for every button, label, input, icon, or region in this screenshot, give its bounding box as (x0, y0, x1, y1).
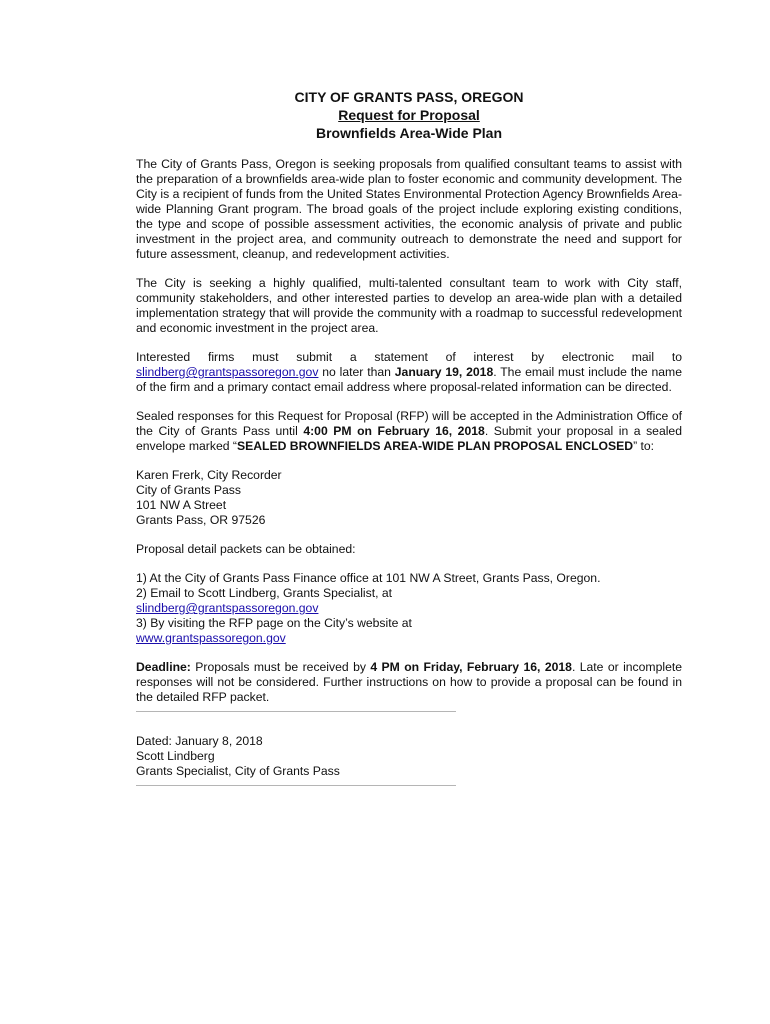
sealed-text-mid: . Submit your proposal in a sealed envelope marked “ (136, 424, 682, 453)
option-one: 1) At the City of Grants Pass Finance office at 101 NW A Street, Grants Pass, Oregon. (136, 571, 601, 585)
sealed-text: Sealed responses for this Request for Proposal (RFP) will be accepted in the Administration Office of the City of Grants Pass until (136, 409, 682, 438)
document-page (136, 88, 682, 786)
document-header (136, 88, 682, 142)
team-paragraph: The City is seeking a highly qualified, multi-talented consultant team to work with City staff, community stakeholders, and other interested parties to develop an area-wide plan with a detailed implementation strategy that will provide the community with a roadmap to successful redevelopment and economic investment in the project area. (136, 276, 682, 335)
interest-text-mid: no later than (318, 365, 395, 379)
divider (136, 711, 456, 712)
deadline-text: Proposals must be received by (190, 660, 371, 674)
option-three-text: 3) By visiting the RFP page on the City’s website at (136, 616, 412, 630)
address-street: 101 NW A Street (136, 498, 227, 512)
options-list (136, 571, 682, 646)
option-two-email-link[interactable]: slindberg@grantspassoregon.gov (136, 601, 319, 615)
option-three (136, 616, 682, 646)
sealed-paragraph (136, 409, 682, 454)
option-three-website-link[interactable]: www.grantspassoregon.gov (136, 631, 286, 645)
sealed-time: 4:00 PM on February 16, 2018 (303, 424, 485, 438)
divider (136, 785, 456, 786)
signature-name: Scott Lindberg (136, 749, 215, 763)
deadline-text-post: . Late or incomplete responses will not be considered. Further instructions on how to provide a proposal can be found in the detailed RFP packet. (136, 660, 683, 704)
sealed-text-post: ” to: (633, 439, 655, 453)
address-city: Grants Pass, OR 97526 (136, 513, 266, 527)
intro-paragraph: The City of Grants Pass, Oregon is seeking proposals from qualified consultant teams to assist with the preparation of a brownfields area-wide plan to foster economic and community development. The City is a recipient of funds from the United States Environmental Protection Agency Brownfields Area-wide Planning Grant program. The broad goals of the project include exploring existing conditions, the type and scope of possible assessment activities, the economic analysis of private and public investment in the project area, and community outreach to demonstrate the need and support for future assessment, cleanup, and redevelopment activities. (136, 157, 682, 261)
deadline-label: Deadline: (136, 660, 191, 674)
packets-intro: Proposal detail packets can be obtained: (136, 542, 356, 556)
option-two (136, 586, 682, 616)
address-name: Karen Frerk, City Recorder (136, 468, 282, 482)
signature-title: Grants Specialist, City of Grants Pass (136, 764, 340, 778)
rfp-title: Request for Proposal (338, 107, 480, 123)
interest-paragraph (136, 350, 682, 395)
signature-block (136, 734, 682, 779)
interest-text: Interested firms must submit a statement of interest by electronic mail to (136, 350, 682, 364)
deadline-paragraph (136, 660, 682, 705)
city-title: CITY OF GRANTS PASS, OREGON (294, 89, 524, 105)
address-org: City of Grants Pass (136, 483, 241, 497)
interest-email-link[interactable]: slindberg@grantspassoregon.gov (136, 365, 319, 379)
interest-date: January 19, 2018 (394, 365, 494, 379)
address-block (136, 468, 682, 528)
option-two-text: 2) Email to Scott Lindberg, Grants Specialist, at (136, 586, 393, 600)
sealed-label: SEALED BROWNFIELDS AREA-WIDE PLAN PROPOSAL ENCLOSED (236, 439, 634, 453)
interest-text-post: . The email must include the name of the firm and a primary contact email address where proposal-related information can be directed. (136, 365, 682, 394)
plan-title: Brownfields Area-Wide Plan (315, 125, 503, 141)
deadline-time: 4 PM on Friday, February 16, 2018 (370, 660, 572, 674)
signature-dated: Dated: January 8, 2018 (136, 734, 263, 748)
